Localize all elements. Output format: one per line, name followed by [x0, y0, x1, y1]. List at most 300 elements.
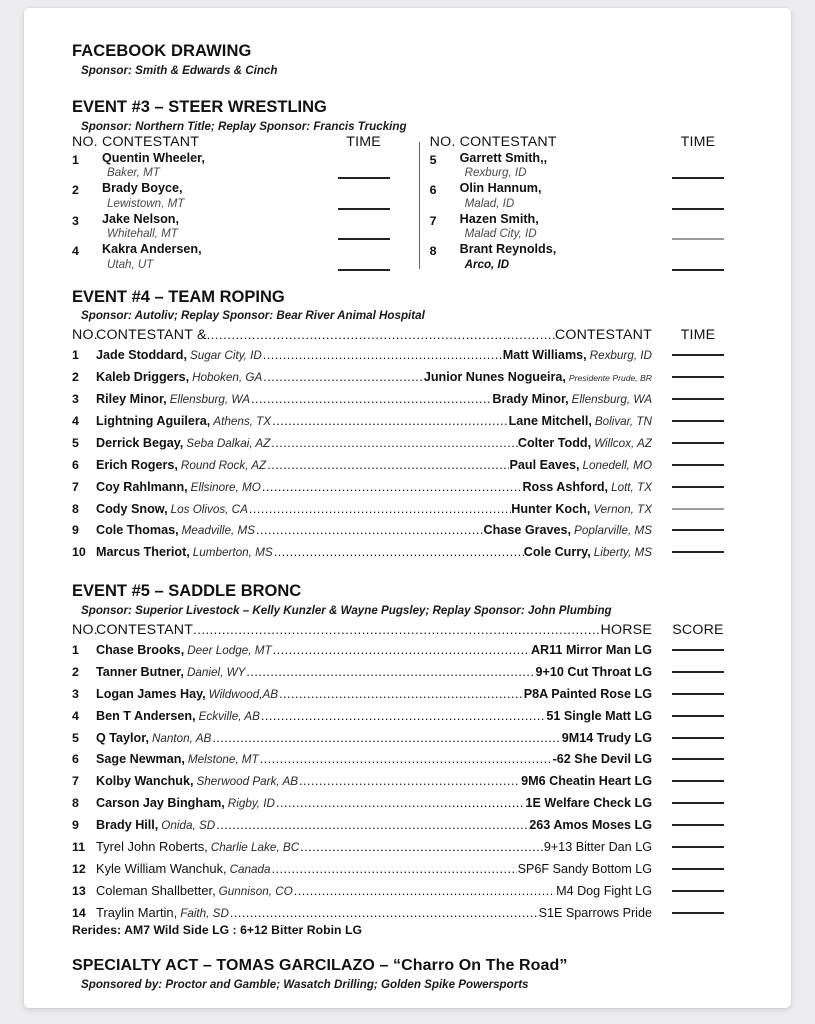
contestant-hometown: Malad City, ID [464, 227, 537, 241]
contestant-name: Chase Brooks, [96, 643, 185, 657]
score-blank-cell[interactable] [652, 638, 744, 654]
horse-name: 9+13 Bitter Dan LG [543, 839, 652, 854]
header-roper-name: Marcus Theriot, [96, 545, 190, 560]
time-write-in-line[interactable] [338, 208, 390, 210]
contestant-cell [96, 860, 652, 879]
table-row [72, 431, 744, 453]
event4-section [72, 288, 744, 563]
time-blank-cell[interactable] [652, 343, 744, 359]
row-number: 5 [72, 730, 79, 745]
event3-right-rows [430, 151, 744, 273]
row-number: 13 [72, 883, 86, 898]
contestant-cell [102, 212, 318, 242]
row-number: 6 [429, 183, 437, 198]
table-row [430, 181, 744, 211]
score-write-in-line[interactable] [672, 715, 724, 717]
time-blank-cell[interactable] [318, 242, 410, 272]
score-write-in-line[interactable] [672, 824, 724, 826]
team-cell [96, 457, 652, 475]
dot-leader [211, 730, 560, 748]
event5-rerides: Rerides: AM7 Wild Side LG : 6+12 Bitter Robin LG [72, 923, 362, 938]
row-number: 8 [429, 244, 437, 259]
table-row [72, 901, 744, 923]
heeler-cell [509, 457, 652, 475]
contestant-name: Brady Boyce, [102, 181, 183, 196]
score-blank-cell[interactable] [652, 704, 744, 720]
horse-name: 51 Single Matt LG [546, 708, 652, 723]
dot-leader [271, 861, 517, 879]
heeler-name: Cole Curry, [523, 545, 591, 560]
heeler-hometown: Rexburg, ID [589, 349, 652, 363]
event3-table [72, 134, 744, 273]
row-number: 7 [72, 774, 79, 789]
row-number: 3 [72, 686, 79, 701]
heeler-cell [518, 435, 652, 453]
table-row [72, 835, 744, 857]
time-blank-cell[interactable] [652, 453, 744, 469]
event3-left-rows [72, 151, 410, 273]
row-number: 7 [429, 213, 437, 228]
row-number: 11 [72, 839, 86, 854]
header-roper-name: Lightning Aguilera, [96, 414, 211, 428]
event5-sponsor: Sponsor: Superior Livestock – Kelly Kunzler & Wayne Pugsley; Replay Sponsor: John Plumbing [81, 604, 612, 618]
score-write-in-line[interactable] [672, 671, 724, 673]
table-row [72, 181, 410, 211]
time-write-in-line[interactable] [672, 508, 724, 510]
table-row [72, 682, 744, 704]
table-row [72, 518, 744, 540]
time-write-in-line[interactable] [338, 177, 390, 179]
time-blank-cell[interactable] [652, 475, 744, 491]
team-cell [96, 544, 652, 562]
specialty-act-section [72, 957, 744, 992]
time-write-in-line[interactable] [672, 464, 724, 466]
event3-section [72, 98, 744, 273]
time-blank-cell[interactable] [652, 409, 744, 425]
table-row [72, 638, 744, 660]
contestant-hometown: Whitehall, MT [107, 227, 178, 241]
header-contestant: CONTESTANT [102, 133, 200, 150]
heeler-cell [492, 391, 652, 409]
score-blank-cell[interactable] [652, 857, 744, 873]
horse-name: P8A Painted Rose LG [523, 686, 652, 701]
event4-header-row [72, 323, 744, 343]
row-number: 3 [72, 213, 79, 228]
table-row [72, 387, 744, 409]
contestant-name: Brady Hill, [96, 818, 159, 832]
table-row [72, 365, 744, 387]
table-row [72, 747, 744, 769]
horse-name: 9+10 Cut Throat LG [535, 664, 652, 679]
row-number: 4 [72, 244, 79, 259]
time-write-in-line[interactable] [672, 486, 724, 488]
contestant-cell [102, 181, 318, 211]
horse-name: M4 Dog Fight LG [556, 883, 652, 898]
dot-leader [299, 839, 543, 857]
row-number: 5 [72, 435, 79, 450]
time-write-in-line[interactable] [672, 442, 724, 444]
team-cell [96, 369, 652, 387]
header-contestant: CONTESTANT [459, 133, 557, 150]
table-row [72, 242, 410, 272]
dot-leader [275, 795, 525, 813]
contestant-cell [460, 181, 652, 211]
contestant-name: Garrett Smith,, [459, 150, 548, 165]
header-dot-leader [207, 327, 555, 342]
score-write-in-line[interactable] [672, 912, 724, 914]
time-blank-cell[interactable] [318, 212, 410, 242]
table-row [430, 212, 744, 242]
score-write-in-line[interactable] [672, 649, 724, 651]
heeler-hometown: Presidente Prude, BR [568, 373, 652, 384]
contestant-hometown: Sherwood Park, AB [196, 775, 299, 789]
dot-leader [293, 883, 555, 901]
heeler-hometown: Ellensburg, WA [571, 393, 652, 407]
row-number: 8 [72, 796, 79, 811]
heeler-hometown: Poplarville, MS [574, 524, 652, 538]
header-no: NO. [72, 327, 98, 344]
score-blank-cell[interactable] [652, 901, 744, 917]
score-blank-cell[interactable] [652, 769, 744, 785]
team-cell [96, 391, 652, 409]
contestant-name: Kyle William Wanchuk, [96, 860, 227, 876]
header-roper-hometown: Ellsinore, MO [190, 480, 261, 494]
heeler-cell [484, 522, 652, 540]
table-row [72, 879, 744, 901]
time-blank-cell[interactable] [652, 151, 744, 181]
contestant-cell [460, 151, 652, 181]
heeler-hometown: Vernon, TX [593, 502, 652, 516]
event3-sponsor: Sponsor: Northern Title; Replay Sponsor: Francis Trucking [81, 119, 407, 133]
header-roper-name: Riley Minor, [96, 392, 167, 407]
header-roper-name: Cole Thomas, [96, 523, 179, 538]
row-number: 7 [72, 479, 79, 494]
contestant-name: Olin Hannum, [459, 181, 542, 196]
team-cell [96, 522, 652, 540]
row-number: 12 [72, 861, 86, 876]
score-blank-cell[interactable] [652, 835, 744, 851]
facebook-drawing-section [72, 42, 744, 78]
time-blank-cell[interactable] [652, 365, 744, 381]
heeler-name: Chase Graves, [483, 523, 572, 538]
header-roper-hometown: Sugar City, ID [189, 349, 262, 363]
dot-leader [271, 413, 508, 431]
facebook-drawing-title: FACEBOOK DRAWING [72, 42, 252, 60]
row-number: 9 [72, 523, 79, 538]
contestant-name: Quentin Wheeler, [102, 150, 205, 165]
header-time: TIME [346, 133, 381, 150]
table-row [72, 704, 744, 726]
contestant-name: Jake Nelson, [102, 211, 180, 226]
row-number: 14 [72, 905, 86, 920]
contestant-cell [96, 751, 652, 769]
header-score: SCORE [672, 622, 724, 638]
heeler-name: Lane Mitchell, [508, 414, 592, 428]
contestant-hometown: Onida, SD [161, 819, 216, 832]
heeler-cell [522, 479, 652, 497]
heeler-hometown: Lonedell, MO [582, 458, 652, 472]
dot-leader [259, 751, 552, 769]
contestant-cell [96, 708, 652, 726]
heeler-cell [424, 369, 652, 387]
table-row [430, 151, 744, 181]
dot-leader [298, 773, 520, 791]
time-write-in-line[interactable] [672, 354, 724, 356]
event4-sponsor: Sponsor: Autoliv; Replay Sponsor: Bear River Animal Hospital [81, 309, 425, 323]
header-time: TIME [680, 133, 716, 150]
contestant-hometown: Nanton, AB [151, 731, 212, 745]
contestant-cell [96, 773, 652, 791]
heeler-hometown: Lott, TX [611, 480, 652, 494]
time-blank-cell[interactable] [652, 497, 744, 513]
time-blank-cell[interactable] [318, 151, 410, 181]
table-row [72, 475, 744, 497]
event4-title: EVENT #4 – TEAM ROPING [72, 287, 285, 306]
time-write-in-line[interactable] [672, 376, 724, 378]
contestant-name: Q Taylor, [96, 730, 149, 745]
header-dot-leader [193, 622, 600, 637]
heeler-hometown: Bolivar, TN [594, 415, 652, 428]
row-number: 1 [72, 348, 79, 363]
row-number: 4 [72, 414, 79, 428]
row-number: 2 [72, 183, 79, 198]
document-page [24, 8, 791, 1008]
horse-name: AR11 Mirror Man LG [530, 643, 652, 657]
facebook-drawing-sponsor: Sponsor: Smith & Edwards & Cinch [81, 63, 278, 77]
contestant-hometown: Utah, UT [107, 257, 154, 271]
row-number: 6 [72, 752, 79, 767]
contestant-cell [96, 686, 652, 704]
spacer [72, 78, 744, 98]
team-cell [96, 413, 652, 431]
spacer [72, 562, 744, 582]
table-row [72, 660, 744, 682]
header-no: NO. [72, 622, 98, 638]
dot-leader [245, 664, 534, 682]
time-write-in-line[interactable] [672, 177, 724, 179]
contestant-cell [460, 242, 652, 272]
heeler-name: Ross Ashford, [522, 479, 609, 494]
contestant-name: Brant Reynolds, [459, 242, 557, 257]
contestant-cell [96, 904, 652, 923]
heeler-name: Brady Minor, [492, 392, 569, 407]
header-time: TIME [680, 327, 716, 344]
time-blank-cell[interactable] [652, 181, 744, 211]
contestant-hometown: Wildwood,AB [208, 687, 279, 701]
dot-leader [229, 905, 538, 923]
row-number: 2 [72, 664, 79, 679]
header-no: NO. [429, 133, 456, 150]
dot-leader [278, 686, 523, 704]
row-number: 1 [72, 643, 79, 657]
header-roper-hometown: Hoboken, GA [192, 371, 263, 385]
table-row [72, 726, 744, 748]
contestant-cell [96, 642, 652, 660]
table-row [72, 343, 744, 365]
horse-name: 9M6 Cheatin Heart LG [521, 774, 652, 789]
table-row [72, 453, 744, 475]
team-cell [96, 479, 652, 497]
dot-leader [262, 347, 503, 365]
header-roper-hometown: Round Rock, AZ [180, 458, 267, 472]
specialty-act-sponsor: Sponsored by: Proctor and Gamble; Wasatch Drilling; Golden Spike Powersports [81, 978, 529, 992]
contestant-name: Coleman Shallbetter, [96, 882, 216, 898]
score-write-in-line[interactable] [672, 693, 724, 695]
table-row [72, 813, 744, 835]
contestant-hometown: Melstone, MT [187, 753, 259, 767]
horse-name: S1E Sparrows Pride [538, 905, 652, 920]
contestant-hometown: Eckville, AB [198, 709, 260, 723]
document-body [72, 42, 744, 992]
contestant-cell [96, 664, 652, 682]
heeler-cell [511, 501, 652, 519]
score-blank-cell[interactable] [652, 747, 744, 763]
event5-rows [72, 638, 744, 922]
row-number: 9 [72, 818, 79, 832]
event3-left-header-row [72, 134, 410, 150]
time-write-in-line[interactable] [672, 420, 724, 422]
contestant-hometown: Canada [229, 862, 271, 876]
contestant-cell [460, 212, 652, 242]
score-blank-cell[interactable] [652, 682, 744, 698]
header-roper-name: Jade Stoddard, [96, 348, 187, 363]
team-cell [96, 347, 652, 365]
contestant-name: Carson Jay Bingham, [96, 796, 225, 811]
header-roper-name: Cody Snow, [96, 501, 168, 516]
score-write-in-line[interactable] [672, 780, 724, 782]
score-blank-cell[interactable] [652, 660, 744, 676]
row-number: 1 [72, 152, 79, 167]
contestant-hometown: Baker, MT [107, 166, 160, 180]
time-blank-cell[interactable] [652, 518, 744, 534]
horse-name: SP6F Sandy Bottom LG [517, 861, 652, 876]
contestant-hometown: Rigby, ID [227, 797, 275, 811]
time-write-in-line[interactable] [672, 529, 724, 531]
contestant-hometown: Daniel, WY [186, 665, 246, 679]
time-write-in-line[interactable] [672, 551, 724, 553]
contestant-hometown: Arco, ID [464, 257, 510, 271]
score-blank-cell[interactable] [652, 726, 744, 742]
heeler-cell [509, 413, 652, 431]
heeler-cell [524, 544, 652, 562]
dot-leader [250, 391, 492, 409]
score-write-in-line[interactable] [672, 737, 724, 739]
header-roper-hometown: Ellensburg, WA [169, 393, 251, 407]
time-blank-cell[interactable] [318, 181, 410, 211]
table-row [72, 497, 744, 519]
header-contestant-1: CONTESTANT & [96, 327, 207, 344]
table-row [72, 769, 744, 791]
event5-header-row [72, 618, 744, 638]
header-roper-hometown: Seba Dalkai, AZ [186, 436, 271, 450]
table-row [430, 242, 744, 272]
table-row [72, 409, 744, 431]
contestant-hometown: Charlie Lake, BC [210, 840, 300, 854]
event5-title: EVENT #5 – SADDLE BRONC [72, 582, 302, 601]
dot-leader [273, 544, 524, 562]
table-row [72, 151, 410, 181]
row-number: 2 [72, 370, 79, 385]
heeler-hometown: Willcox, AZ [594, 436, 652, 450]
heeler-name: Matt Williams, [502, 348, 587, 363]
time-write-in-line[interactable] [338, 238, 390, 240]
contestant-cell [96, 795, 652, 813]
time-blank-cell[interactable] [652, 242, 744, 272]
team-cell [96, 435, 652, 453]
score-write-in-line[interactable] [672, 846, 724, 848]
row-number: 10 [72, 545, 86, 560]
horse-name: 263 Amos Moses LG [529, 818, 652, 832]
time-write-in-line[interactable] [672, 238, 724, 240]
horse-name: 9M14 Trudy LG [561, 730, 652, 745]
contestant-name: Kakra Andersen, [102, 242, 202, 257]
table-row [72, 540, 744, 562]
score-blank-cell[interactable] [652, 813, 744, 829]
dot-leader [261, 479, 523, 497]
page-card [24, 8, 791, 1008]
event3-title: EVENT #3 – STEER WRESTLING [72, 97, 327, 116]
header-roper-hometown: Lumberton, MS [192, 546, 273, 560]
score-write-in-line[interactable] [672, 802, 724, 804]
heeler-name: Hunter Koch, [511, 501, 591, 516]
score-write-in-line[interactable] [672, 868, 724, 870]
contestant-name: Kolby Wanchuk, [96, 774, 194, 789]
contestant-name: Ben T Andersen, [96, 708, 196, 723]
dot-leader [262, 369, 424, 387]
header-roper-hometown: Athens, TX [213, 415, 272, 428]
dot-leader [272, 642, 530, 660]
table-row [72, 857, 744, 879]
time-write-in-line[interactable] [338, 269, 390, 271]
score-write-in-line[interactable] [672, 758, 724, 760]
header-no: NO. [72, 133, 98, 150]
row-number: 3 [72, 392, 79, 407]
time-blank-cell[interactable] [652, 212, 744, 242]
score-blank-cell[interactable] [652, 791, 744, 807]
contestant-cell [102, 242, 318, 272]
table-row [72, 791, 744, 813]
dot-leader [248, 501, 511, 519]
time-write-in-line[interactable] [672, 208, 724, 210]
contestant-name: Hazen Smith, [459, 211, 539, 226]
spacer [72, 937, 744, 957]
heeler-hometown: Liberty, MS [593, 546, 652, 560]
contestant-hometown: Deer Lodge, MT [187, 644, 272, 657]
heeler-cell [503, 347, 652, 365]
time-write-in-line[interactable] [672, 398, 724, 400]
contestant-cell [96, 817, 652, 835]
header-roper-name: Erich Rogers, [96, 457, 178, 472]
contestant-hometown: Rexburg, ID [464, 166, 527, 180]
event3-left-column [72, 134, 410, 273]
horse-name: -62 She Devil LG [552, 752, 652, 767]
time-write-in-line[interactable] [672, 269, 724, 271]
contestant-hometown: Malad, ID [464, 196, 515, 210]
contestant-hometown: Gunnison, CO [218, 884, 293, 898]
contestant-name: Sage Newman, [96, 752, 185, 767]
score-blank-cell[interactable] [652, 879, 744, 895]
time-blank-cell[interactable] [652, 431, 744, 447]
row-number: 8 [72, 501, 79, 516]
contestant-name: Tanner Butner, [96, 664, 184, 679]
contestant-cell [96, 730, 652, 748]
time-blank-cell[interactable] [652, 387, 744, 403]
contestant-cell [96, 838, 652, 857]
contestant-cell [102, 151, 318, 181]
score-write-in-line[interactable] [672, 890, 724, 892]
time-blank-cell[interactable] [652, 540, 744, 556]
dot-leader [266, 457, 509, 475]
